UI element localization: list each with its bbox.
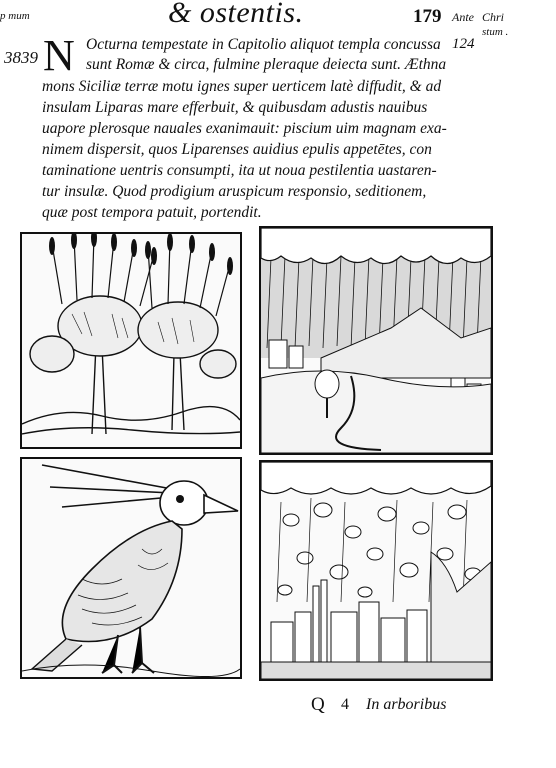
text-line-1: Octurna tempestate in Capitolio aliquot templa concussa	[86, 36, 441, 53]
text-line-5: uapore plerosque nauales exanimauit: piscium uim magnam exa-	[42, 120, 447, 137]
text-line-6: nimem dispersit, quos Liparenses auidius epulis appetētes, con	[42, 141, 432, 158]
catchword: In arboribus	[366, 696, 447, 713]
signature-mark: Q	[311, 694, 325, 715]
text-line-9: quæ post tempora patuit, portendit.	[42, 204, 262, 221]
woodcut-trees	[20, 232, 242, 449]
text-line-7: taminatione uentris consumpti, ita ut noua pestilentia uastaren-	[42, 162, 437, 179]
woodcut-rain-landscape	[259, 226, 493, 455]
text-line-2: sunt Romæ & circa, fulmine pleraque deiecta sunt. Æthna	[86, 56, 447, 73]
text-line-3: mons Siciliæ terræ motu ignes super uerticem latè diffudit, & ad	[42, 78, 442, 95]
woodcut-storm-town	[259, 460, 493, 681]
margin-note-top-left: p mum	[0, 10, 30, 22]
woodcut-bird	[20, 457, 242, 679]
page-number: 179	[413, 6, 442, 27]
margin-christum-line1: Chri	[482, 10, 505, 24]
text-line-4: insulam Liparas mare efferbuit, & quibusdam adustis nauibus	[42, 99, 428, 116]
margin-year-left: 3839	[4, 48, 38, 67]
signature-number: 4	[341, 696, 349, 713]
drop-cap: N	[43, 31, 75, 80]
margin-ante: Ante	[452, 10, 474, 24]
margin-year-right: 124	[452, 36, 475, 52]
text-line-8: tur insulæ. Quod prodigium aruspicum responsio, seditionem,	[42, 183, 427, 200]
running-title: & ostentis.	[168, 0, 304, 29]
margin-christum-line2: stum .	[482, 26, 509, 38]
